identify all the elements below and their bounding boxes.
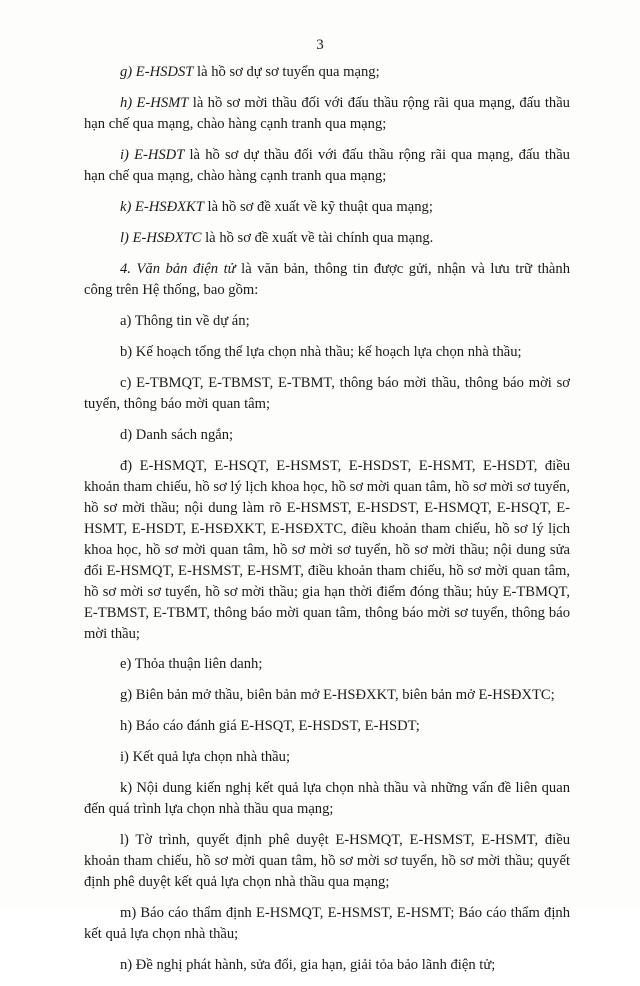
list-item-l: l) Tờ trình, quyết định phê duyệt E-HSMQT, E-HSMST, E-HSMT, điều khoản tham chiếu, hồ sơ mời quan tâm, hồ sơ mời sơ tuyển, hồ sơ mời thầu; quyết định phê duyệt kết quả lựa chọn nhà thầu qua mạng; [84, 832, 570, 890]
definition-text: là hồ sơ dự sơ tuyển qua mạng; [193, 64, 380, 80]
page-number: 3 [316, 37, 324, 53]
term-label: k) E-HSĐXKT [120, 199, 204, 215]
definition-h [84, 93, 570, 135]
list-item-i: i) Kết quả lựa chọn nhà thầu; [120, 749, 291, 765]
list-item-d: d) Danh sách ngắn; [120, 427, 234, 443]
list-item-g: g) Biên bản mở thầu, biên bản mở E-HSĐXKT, biên bản mở E-HSĐXTC; [120, 687, 555, 703]
list-item-h: h) Báo cáo đánh giá E-HSQT, E-HSDST, E-HSDT; [120, 718, 420, 734]
term-label: h) E-HSMT [120, 95, 189, 111]
section-4-electronic-documents [84, 259, 570, 301]
definition-text: là hồ sơ mời thầu đối với đấu thầu rộng rãi qua mạng, đấu thầu hạn chế qua mạng, chào hàng cạnh tranh qua mạng; [84, 95, 570, 132]
document-body [84, 62, 570, 986]
definition-l [84, 228, 570, 249]
definition-i [84, 145, 570, 187]
term-label: g) E-HSDST [120, 64, 194, 80]
definition-text: là hồ sơ đề xuất về kỹ thuật qua mạng; [203, 199, 433, 215]
definition-g [84, 62, 570, 83]
list-item-n: n) Đề nghị phát hành, sửa đổi, gia hạn, giải tỏa bảo lãnh điện tử; [120, 957, 496, 973]
definition-k [84, 197, 570, 218]
term-label: l) E-HSĐXTC [120, 230, 202, 246]
term-label: i) E-HSDT [120, 147, 185, 163]
definition-text: là văn bản, thông tin được gửi, nhận và lưu trữ thành công trên Hệ thống, bao gồm: [84, 261, 571, 298]
definition-text: là hồ sơ dự thầu đối với đấu thầu rộng rãi qua mạng, đấu thầu hạn chế qua mạng, chào hàng cạnh tranh qua mạng; [84, 147, 570, 184]
list-item-b: b) Kế hoạch tổng thể lựa chọn nhà thầu; kế hoạch lựa chọn nhà thầu; [120, 344, 522, 360]
list-item-a: a) Thông tin về dự án; [120, 313, 250, 329]
list-item-e: e) Thỏa thuận liên danh; [120, 656, 263, 672]
definition-text: là hồ sơ đề xuất về tài chính qua mạng. [201, 230, 434, 246]
list-item-c: c) E-TBMQT, E-TBMST, E-TBMT, thông báo mời thầu, thông báo mời sơ tuyển, thông báo mời quan tâm; [84, 375, 570, 412]
list-item-m: m) Báo cáo thẩm định E-HSMQT, E-HSMST, E-HSMT; Báo cáo thẩm định kết quả lựa chọn nhà thầu; [84, 905, 570, 942]
list-item-dd: đ) E-HSMQT, E-HSQT, E-HSMST, E-HSDST, E-HSMT, E-HSDT, điều khoản tham chiếu, hồ sơ lý lịch khoa học, hồ sơ mời quan tâm, hồ sơ mời sơ tuyển, hồ sơ mời thầu; nội dung làm rõ E-HSMST, E-HSDST, E-HSMQT, E-HSQT, E-HSMT, E-HSDT, E-HSĐXKT, E-HSĐXTC, điều khoản tham chiếu, hồ sơ lý lịch khoa học, hồ sơ mời quan tâm, hồ sơ mời sơ tuyển, hồ sơ mời thầu; nội dung sửa đổi E-HSMQT, E-HSMST, E-HSMT, điều khoản tham chiếu, hồ sơ mời quan tâm, hồ sơ mời sơ tuyển, hồ sơ mời thầu; gia hạn thời điểm đóng thầu; hủy E-TBMQT, E-TBMST, E-TBMT, thông báo mời quan tâm, thông báo mời sơ tuyển, thông báo mời thầu; [84, 458, 570, 642]
list-item-k: k) Nội dung kiến nghị kết quả lựa chọn nhà thầu và những vấn đề liên quan đến quá trình lựa chọn nhà thầu qua mạng; [84, 780, 570, 817]
term-label: 4. Văn bản điện tử [120, 261, 236, 277]
